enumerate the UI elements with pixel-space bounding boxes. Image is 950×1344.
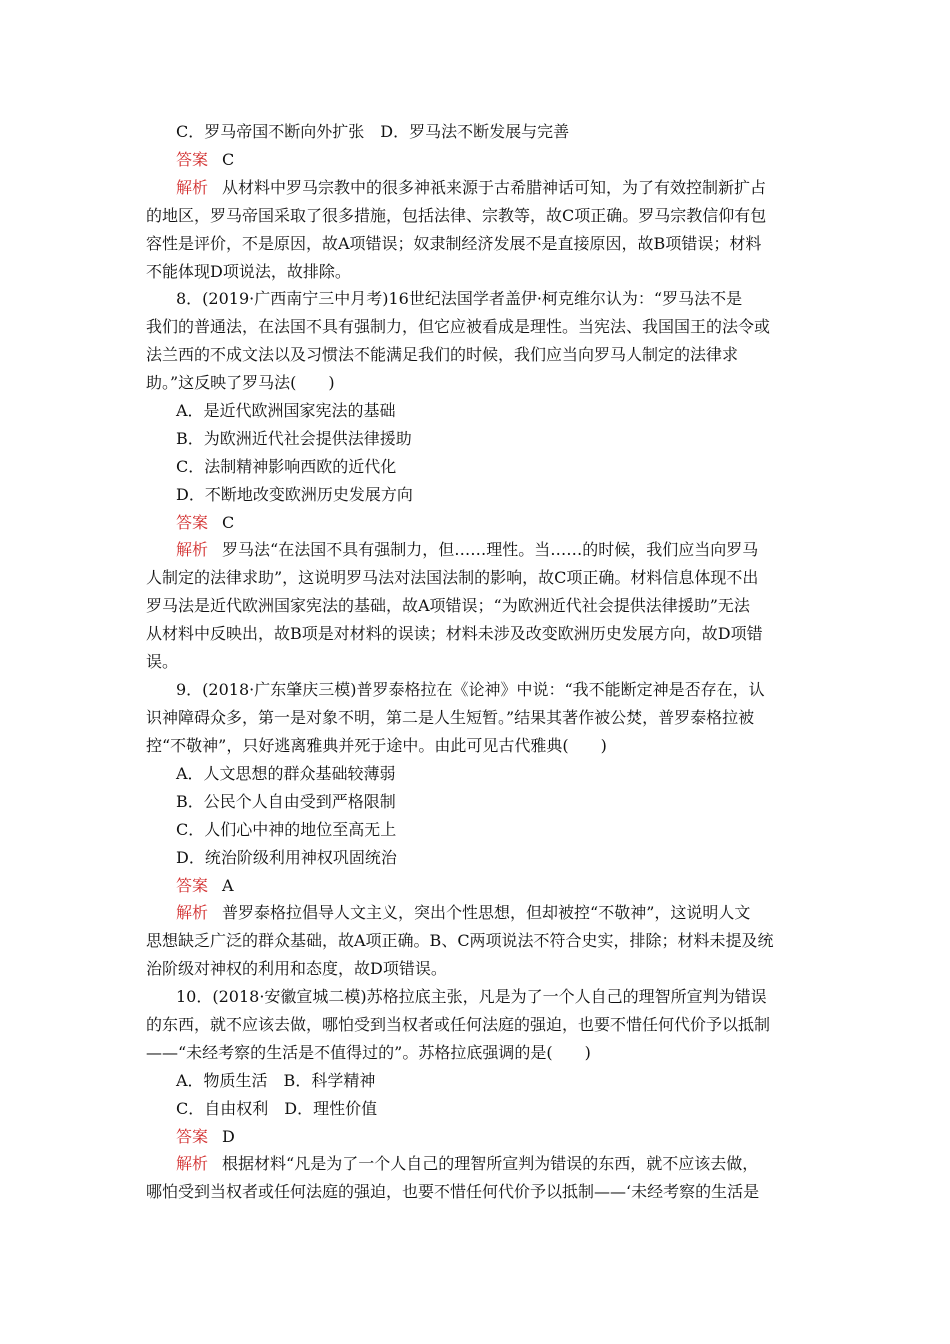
answer-label: 答案 bbox=[176, 876, 209, 895]
question-8-line3: 法兰西的不成文法以及习惯法不能满足我们的时候，我们应当向罗马人制定的法律求 bbox=[146, 345, 739, 364]
answer-value: D bbox=[222, 1127, 235, 1146]
explanation-q8-line1 bbox=[176, 540, 758, 560]
explanation-label: 解析 bbox=[176, 178, 209, 197]
option-c-q8: C．法制精神影响西欧的近代化 bbox=[176, 457, 397, 476]
option-b-q8: B．为欧洲近代社会提供法律援助 bbox=[176, 429, 412, 448]
explanation-q7-line1 bbox=[176, 178, 766, 198]
question-8-line1: 8．(2019·广西南宁三中月考)16世纪法国学者盖伊·柯克维尔认为：“罗马法不是 bbox=[176, 289, 743, 308]
option-cd-q10: C．自由权利 D．理性价值 bbox=[176, 1099, 378, 1118]
explanation-label: 解析 bbox=[176, 903, 209, 922]
answer-value: A bbox=[222, 876, 234, 895]
explanation-label: 解析 bbox=[176, 1154, 209, 1173]
option-ab-q10: A．物质生活 B．科学精神 bbox=[176, 1071, 376, 1090]
answer-value: C bbox=[222, 150, 235, 169]
explanation-q8-line2: 人制定的法律求助”，这说明罗马法对法国法制的影响，故C项正确。材料信息体现不出 bbox=[146, 568, 759, 587]
explanation-q9-line3: 治阶级对神权的利用和态度，故D项错误。 bbox=[146, 959, 447, 978]
option-cd-q7: C．罗马帝国不断向外扩张 D．罗马法不断发展与完善 bbox=[176, 122, 570, 141]
explanation-q7-line2: 的地区，罗马帝国采取了很多措施，包括法律、宗教等，故C项正确。罗马宗教信仰有包 bbox=[146, 206, 767, 225]
explanation-q8-line5: 误。 bbox=[146, 652, 179, 671]
question-8-line2: 我们的普通法，在法国不具有强制力，但它应被看成是理性。当宪法、我国国王的法令或 bbox=[146, 317, 771, 336]
answer-label: 答案 bbox=[176, 1127, 209, 1146]
option-d-q9: D．统治阶级利用神权巩固统治 bbox=[176, 848, 397, 867]
answer-label: 答案 bbox=[176, 513, 209, 532]
question-10-line1: 10．(2018·安徽宣城二模)苏格拉底主张，凡是为了一个人自己的理智所宣判为错误 bbox=[176, 987, 767, 1006]
option-b-q9: B．公民个人自由受到严格限制 bbox=[176, 792, 396, 811]
explanation-text: 罗马法“在法国不具有强制力，但……理性。当……的时候，我们应当向罗马 bbox=[222, 540, 759, 559]
answer-q10 bbox=[176, 1127, 235, 1147]
explanation-text: 普罗泰格拉倡导人文主义，突出个性思想，但却被控“不敬神”，这说明人文 bbox=[222, 903, 751, 922]
answer-q9 bbox=[176, 876, 234, 896]
answer-q8 bbox=[176, 513, 234, 533]
answer-q7 bbox=[176, 150, 234, 170]
explanation-label: 解析 bbox=[176, 540, 209, 559]
option-a-q9: A．人文思想的群众基础较薄弱 bbox=[176, 764, 396, 783]
explanation-text: 根据材料“凡是为了一个人自己的理智所宣判为错误的东西，就不应该去做， bbox=[222, 1154, 759, 1173]
question-9-line1: 9．(2018·广东肇庆三模)普罗泰格拉在《论神》中说：“我不能断定神是否存在，认 bbox=[176, 680, 765, 699]
answer-label: 答案 bbox=[176, 150, 209, 169]
explanation-q9-line1 bbox=[176, 903, 750, 923]
explanation-text: 从材料中罗马宗教中的很多神祇来源于古希腊神话可知，为了有效控制新扩占 bbox=[222, 178, 767, 197]
question-8-line4: 助。”这反映了罗马法( ) bbox=[146, 373, 335, 392]
explanation-q9-line2: 思想缺乏广泛的群众基础，故A项正确。B、C两项说法不符合史实，排除；材料未提及统 bbox=[146, 931, 774, 950]
answer-value: C bbox=[222, 513, 235, 532]
option-c-q9: C．人们心中神的地位至高无上 bbox=[176, 820, 397, 839]
option-d-q8: D．不断地改变欧洲历史发展方向 bbox=[176, 485, 413, 504]
explanation-q10-line1 bbox=[176, 1154, 758, 1174]
question-10-line2: 的东西，就不应该去做，哪怕受到当权者或任何法庭的强迫，也要不惜任何代价予以抵制 bbox=[146, 1015, 771, 1034]
explanation-q10-line2: 哪怕受到当权者或任何法庭的强迫，也要不惜任何代价予以抵制——‘未经考察的生活是 bbox=[146, 1182, 760, 1201]
question-9-line2: 识神障碍众多，第一是对象不明，第二是人生短暂。”结果其著作被公焚，普罗泰格拉被 bbox=[146, 708, 755, 727]
explanation-q8-line4: 从材料中反映出，故B项是对材料的误读；材料未涉及改变欧洲历史发展方向，故D项错 bbox=[146, 624, 763, 643]
question-9-line3: 控“不敬神”，只好逃离雅典并死于途中。由此可见古代雅典( ) bbox=[146, 736, 607, 755]
explanation-q7-line4: 不能体现D项说法，故排除。 bbox=[146, 262, 351, 281]
question-10-line3: ——“未经考察的生活是不值得过的”。苏格拉底强调的是( ) bbox=[146, 1043, 591, 1062]
option-a-q8: A．是近代欧洲国家宪法的基础 bbox=[176, 401, 396, 420]
explanation-q7-line3: 容性是评价，不是原因，故A项错误；奴隶制经济发展不是直接原因，故B项错误；材料 bbox=[146, 234, 762, 253]
explanation-q8-line3: 罗马法是近代欧洲国家宪法的基础，故A项错误；“为欧洲近代社会提供法律援助”无法 bbox=[146, 596, 750, 615]
